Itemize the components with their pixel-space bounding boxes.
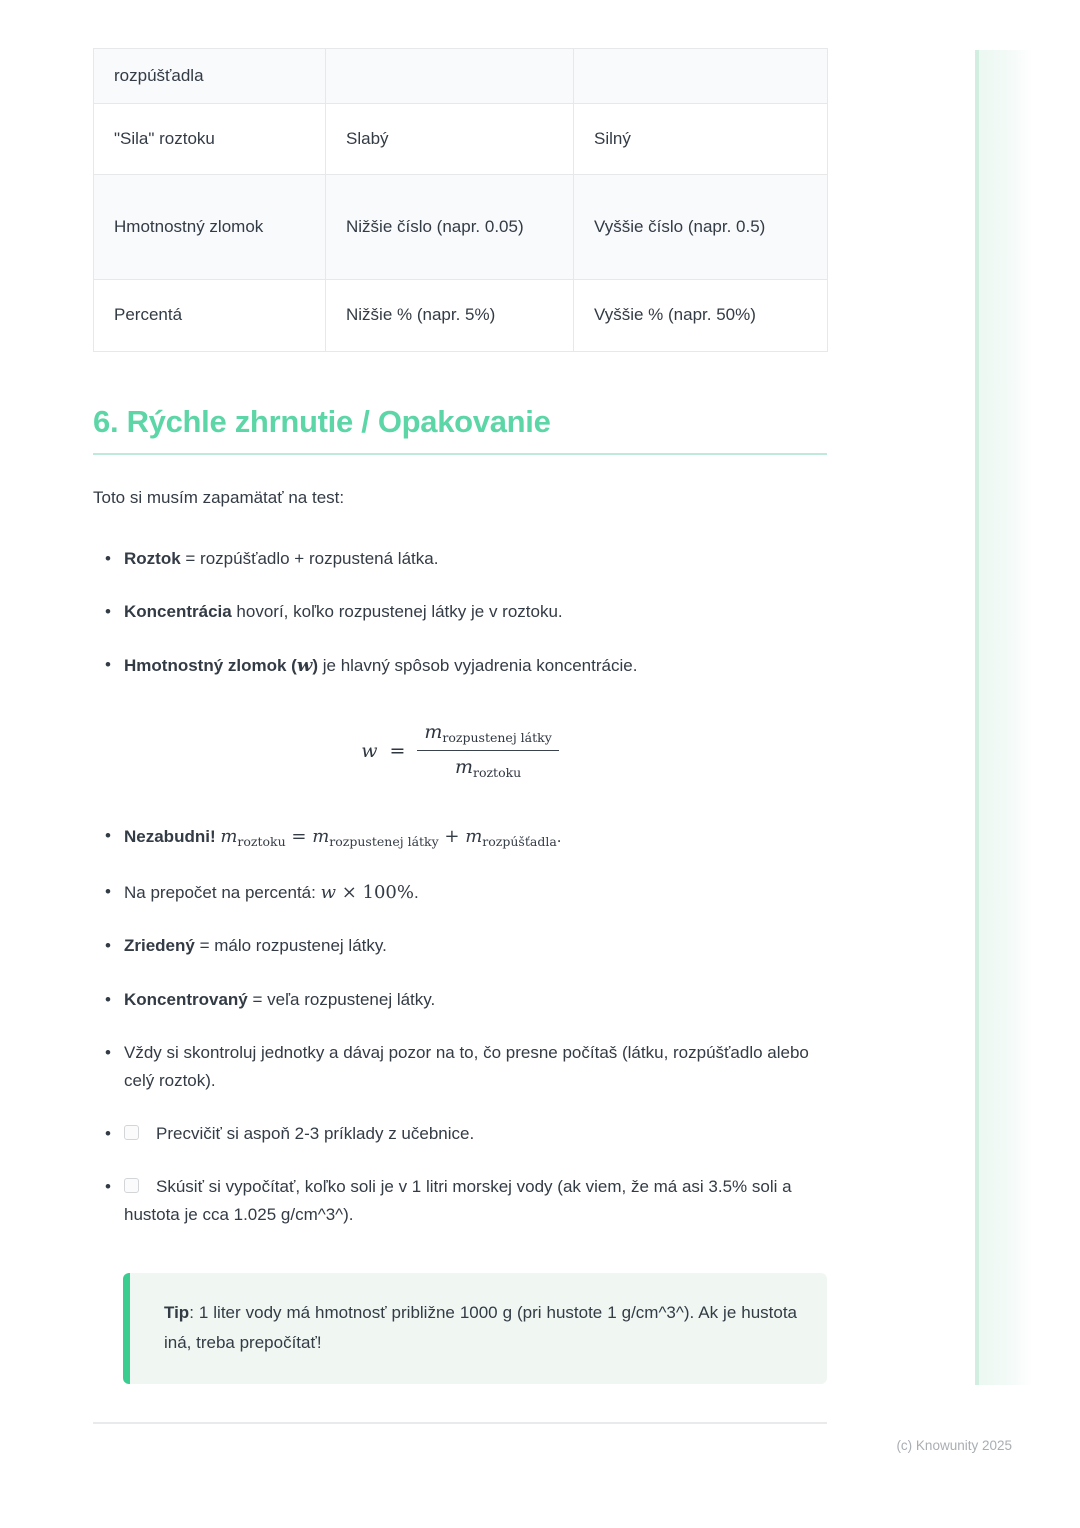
comparison-table (93, 48, 828, 352)
intro-paragraph: Toto si musím zapamätať na test: (93, 488, 345, 508)
math-variable: $m_{rozpúšťadla}$ (465, 826, 557, 850)
list-item-text: = málo rozpustenej látky. (194, 936, 387, 956)
math-operator: + (438, 826, 466, 848)
math-operator: × 100% (336, 881, 414, 903)
formula-lhs: w (361, 739, 378, 762)
list-item-text: Precvičiť si aspoň 2-3 príklady z učebnice. (156, 1123, 475, 1143)
list-item (124, 651, 827, 681)
math-variable: $m_{rozpustenej látky}$ (312, 826, 439, 850)
math-variable: w (320, 881, 336, 903)
bold-term: Zriedený (124, 936, 195, 956)
todo-checkbox[interactable] (124, 1125, 139, 1140)
math-operator: = (285, 826, 313, 848)
list-item (124, 986, 827, 1014)
table-cell: Hmotnostný zlomok (94, 175, 326, 280)
tip-callout (123, 1273, 827, 1384)
table-cell: Vyššie % (napr. 50%) (574, 280, 828, 352)
bold-term: ) (312, 656, 319, 676)
table-row (94, 104, 828, 175)
formula-equals: = (389, 739, 406, 762)
list-item-text: . (556, 827, 562, 847)
bold-term: Koncentrovaný (124, 989, 248, 1009)
table-row (94, 280, 828, 352)
todo-checkbox[interactable] (124, 1178, 139, 1193)
document-content (93, 0, 827, 1424)
table-cell: Vyššie číslo (napr. 0.5) (574, 175, 828, 280)
list-item (124, 598, 827, 626)
formula-denominator: $m_{roztoku}$ (454, 756, 522, 781)
list-item (124, 1039, 827, 1095)
bold-term: Koncentrácia (124, 602, 232, 622)
table-cell: "Sila" roztoku (94, 104, 326, 175)
math-variable: w (296, 655, 313, 677)
tip-text: : 1 liter vody má hmotnosť približne 1000 g (pri hustote 1 g/cm^3^). Ak je hustota iná, treba prepočítať! (164, 1302, 797, 1353)
table-cell: Slabý (326, 104, 574, 175)
table-cell: Percentá (94, 280, 326, 352)
list-item (124, 1120, 827, 1148)
table-cell (326, 49, 574, 104)
mass-fraction-formula (361, 721, 559, 780)
copyright-footer: (c) Knowunity 2025 (896, 1438, 1012, 1453)
tip-label: Tip (164, 1302, 190, 1322)
summary-list-top (93, 545, 827, 681)
list-item-text: = veľa rozpustenej látky. (247, 989, 436, 1009)
list-item (124, 822, 827, 853)
list-item-text: Skúsiť si vypočítať, koľko soli je v 1 litri morskej vody (ak viem, že má asi 3.5% soli a hustota je cca 1.025 g/cm^3^). (124, 1176, 792, 1224)
list-item (124, 1173, 827, 1229)
table-cell: Silný (574, 104, 828, 175)
list-item (124, 878, 827, 908)
list-item (124, 932, 827, 960)
list-item-text: Na prepočet na percentá: (124, 882, 321, 902)
table-cell: Nižšie číslo (napr. 0.05) (326, 175, 574, 280)
list-item-text: je hlavný spôsob vyjadrenia koncentrácie. (318, 656, 638, 676)
table-row (94, 175, 828, 280)
formula-numerator: $m_{rozpustenej látky}$ (417, 721, 558, 751)
list-item-text: . (414, 882, 419, 902)
math-variable: $m_{roztoku}$ (220, 826, 286, 850)
summary-list-bottom (93, 822, 827, 1229)
list-item-text: hovorí, koľko rozpustenej látky je v roztoku. (231, 602, 563, 622)
bold-term: Hmotnostný zlomok ( (124, 656, 297, 676)
formula-fraction (417, 721, 558, 780)
section-heading: 6. Rýchle zhrnutie / Opakovanie (93, 404, 551, 439)
table-row (94, 49, 828, 104)
right-accent-bar (975, 50, 1033, 1385)
horizontal-divider (93, 1422, 827, 1424)
list-item-text: = rozpúšťadlo + rozpustená látka. (180, 549, 439, 569)
bold-term: Roztok (124, 549, 181, 569)
table-cell: Nižšie % (napr. 5%) (326, 280, 574, 352)
bold-term: Nezabudni! (124, 827, 216, 847)
table-cell: rozpúšťadla (94, 49, 326, 104)
table-cell (574, 49, 828, 104)
list-item (124, 545, 827, 573)
list-item-text: Vždy si skontroluj jednotky a dávaj pozor na to, čo presne počítaš (látku, rozpúšťadlo alebo celý roztok). (124, 1042, 809, 1090)
heading-underline (93, 453, 827, 455)
